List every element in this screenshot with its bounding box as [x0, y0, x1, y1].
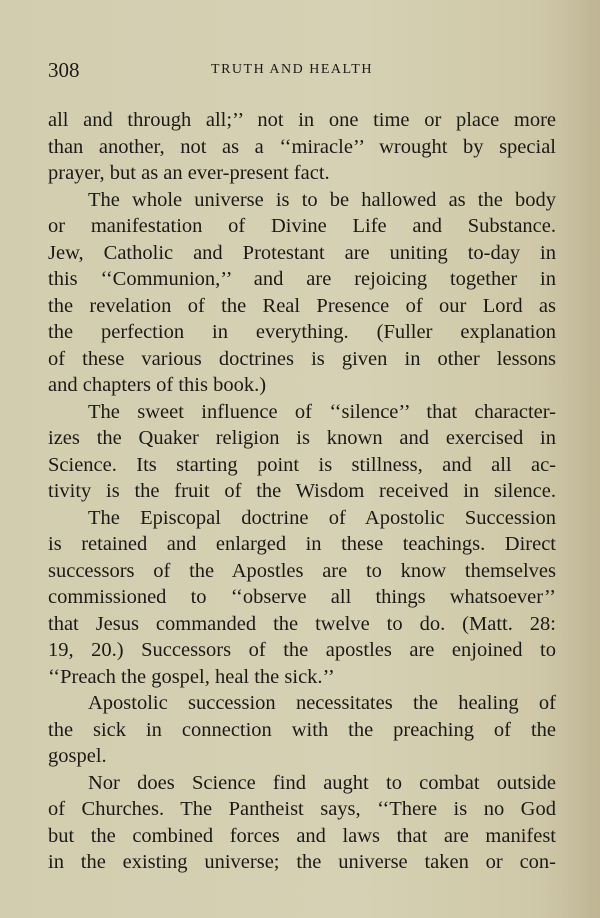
text-line: or manifestation of Divine Life and Substance.: [48, 215, 556, 237]
running-title: TRUTH AND HEALTH: [211, 62, 373, 77]
text-line: tivity is the fruit of the Wisdom received in silence.: [48, 480, 556, 502]
text-line: of these various doctrines is given in other lessons: [48, 347, 556, 370]
text-line: successors of the Apostles are to know themselves: [48, 559, 556, 582]
text-line: all and through all;’’ not in one time or place more: [48, 109, 556, 131]
page-body: [48, 107, 556, 876]
text-line: gospel.: [48, 745, 107, 767]
text-line: the sick in connection with the preaching of the: [48, 718, 556, 741]
text-line: than another, not as a ‘‘miracle’’ wrought by special: [48, 135, 556, 158]
text-line: of Churches. The Pantheist says, ‘‘There is no God: [48, 798, 556, 820]
text-line: Science. Its starting point is stillness, and all ac-: [48, 453, 556, 476]
text-line: but the combined forces and laws that are manifest: [48, 824, 556, 847]
text-line: izes the Quaker religion is known and exercised in: [48, 427, 556, 449]
text-line: and chapters of this book.): [48, 374, 267, 396]
text-line: The Episcopal doctrine of Apostolic Succession: [88, 506, 556, 529]
text-line: the revelation of the Real Presence of our Lord as: [48, 294, 556, 317]
running-header: [48, 58, 556, 88]
text-line: in the existing universe; the universe taken or con-: [48, 851, 556, 873]
text-line: The whole universe is to be hallowed as the body: [88, 188, 556, 211]
text-line: the perfection in everything. (Fuller explanation: [48, 321, 556, 343]
text-line: Jew, Catholic and Protestant are uniting to-day in: [48, 241, 556, 264]
text-line: The sweet influence of ‘‘silence’’ that character-: [88, 400, 556, 423]
text-line: is retained and enlarged in these teachings. Direct: [48, 533, 556, 555]
text-line: ‘‘Preach the gospel, heal the sick.’’: [48, 665, 335, 688]
page-number: 308: [48, 58, 80, 82]
text-line: this ‘‘Communion,’’ and are rejoicing together in: [48, 268, 556, 290]
text-line: Nor does Science find aught to combat outside: [88, 771, 556, 794]
text-line: that Jesus commanded the twelve to do. (Matt. 28:: [48, 612, 556, 635]
text-line: prayer, but as an ever-present fact.: [48, 162, 330, 184]
text-line: Apostolic succession necessitates the healing of: [88, 692, 556, 714]
text-line: commissioned to ‘‘observe all things whatsoever’’: [48, 586, 556, 608]
text-line: 19, 20.) Successors of the apostles are enjoined to: [48, 639, 556, 661]
